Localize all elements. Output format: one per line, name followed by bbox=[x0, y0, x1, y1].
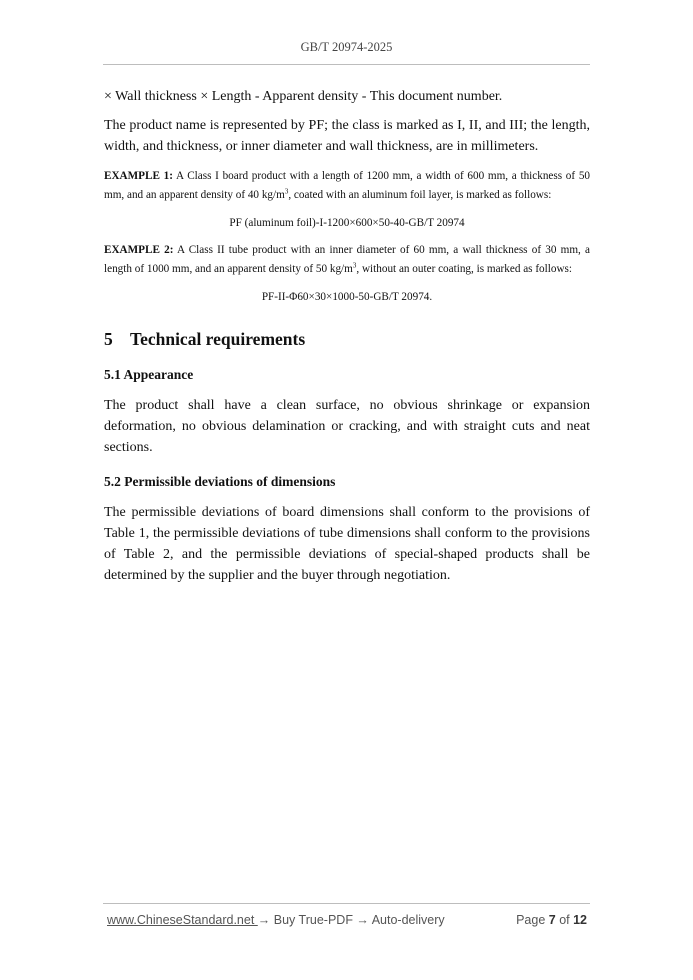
footer-divider bbox=[103, 903, 590, 904]
section-5-1-text: The product shall have a clean surface, no obvious shrinkage or expansion deformation, no obvious delamination or cracking, and with straight cuts and neat sections. bbox=[104, 398, 590, 455]
footer-links bbox=[107, 913, 445, 927]
example-1-text: A Class I board product with a length of 1200 mm, a width of 600 mm, a thickness of 50 mm, and an apparent density of 40 kg/m bbox=[104, 170, 591, 201]
page-footer bbox=[107, 913, 587, 927]
page-current: 7 bbox=[548, 913, 556, 927]
header-divider bbox=[103, 64, 590, 65]
paragraph-marking-continuation: × Wall thickness × Length - Apparent density - This document number. bbox=[104, 89, 503, 104]
page-total: 12 bbox=[573, 913, 587, 927]
section-5-heading bbox=[104, 327, 590, 351]
section-5-title: Technical requirements bbox=[130, 329, 306, 349]
arrow-icon: → bbox=[352, 913, 372, 927]
example-2-superscript: 3 bbox=[352, 261, 357, 270]
arrow-icon: → bbox=[257, 913, 274, 927]
example-1-text-end: , coated with an aluminum foil layer, is marked as follows: bbox=[288, 189, 552, 201]
page-content bbox=[104, 86, 590, 586]
page-label: Page bbox=[516, 913, 549, 927]
auto-delivery-text: Auto-delivery bbox=[371, 913, 445, 927]
page-number bbox=[516, 913, 587, 927]
buy-pdf-text: Buy True-PDF bbox=[273, 913, 353, 927]
example-2-formula: PF-II-Φ60×30×1000-50-GB/T 20974. bbox=[261, 291, 433, 303]
example-1-superscript: 3 bbox=[284, 187, 289, 196]
example-1-formula: PF (aluminum foil)-I-1200×600×50-40-GB/T 20974 bbox=[229, 217, 465, 229]
of-label: of bbox=[555, 913, 574, 927]
site-link[interactable]: www.ChineseStandard.net bbox=[107, 913, 258, 927]
example-2-label: EXAMPLE 2: bbox=[104, 244, 174, 256]
example-2-text: A Class II tube product with an inner diameter of 60 mm, a wall thickness of 30 mm, a length of 1000 mm, and an apparent density of 50 kg/m bbox=[104, 244, 590, 275]
paragraph-product-name: The product name is represented by PF; the class is marked as I, II, and III; the length, width, and thickness, or inner diameter and wall thickness, are in millimeters. bbox=[104, 118, 590, 154]
example-1 bbox=[104, 167, 590, 205]
page-header bbox=[103, 40, 590, 55]
section-5-2-heading: 5.2 Permissible deviations of dimensions bbox=[104, 474, 336, 489]
section-5-number: 5 bbox=[104, 329, 113, 349]
section-5-2-text: The permissible deviations of board dimensions shall conform to the provisions of Table 1, the permissible deviations of tube dimensions shall conform to the provisions of Table 2, and the permissible deviations of special-shaped products shall be determined by the supplier and the buyer through negotiation. bbox=[104, 505, 590, 583]
example-2 bbox=[104, 241, 590, 279]
section-5-1-heading: 5.1 Appearance bbox=[104, 367, 194, 382]
document-id: GB/T 20974-2025 bbox=[300, 40, 393, 54]
example-2-text-end: , without an outer coating, is marked as follows: bbox=[356, 263, 573, 275]
example-1-label: EXAMPLE 1: bbox=[104, 170, 173, 182]
